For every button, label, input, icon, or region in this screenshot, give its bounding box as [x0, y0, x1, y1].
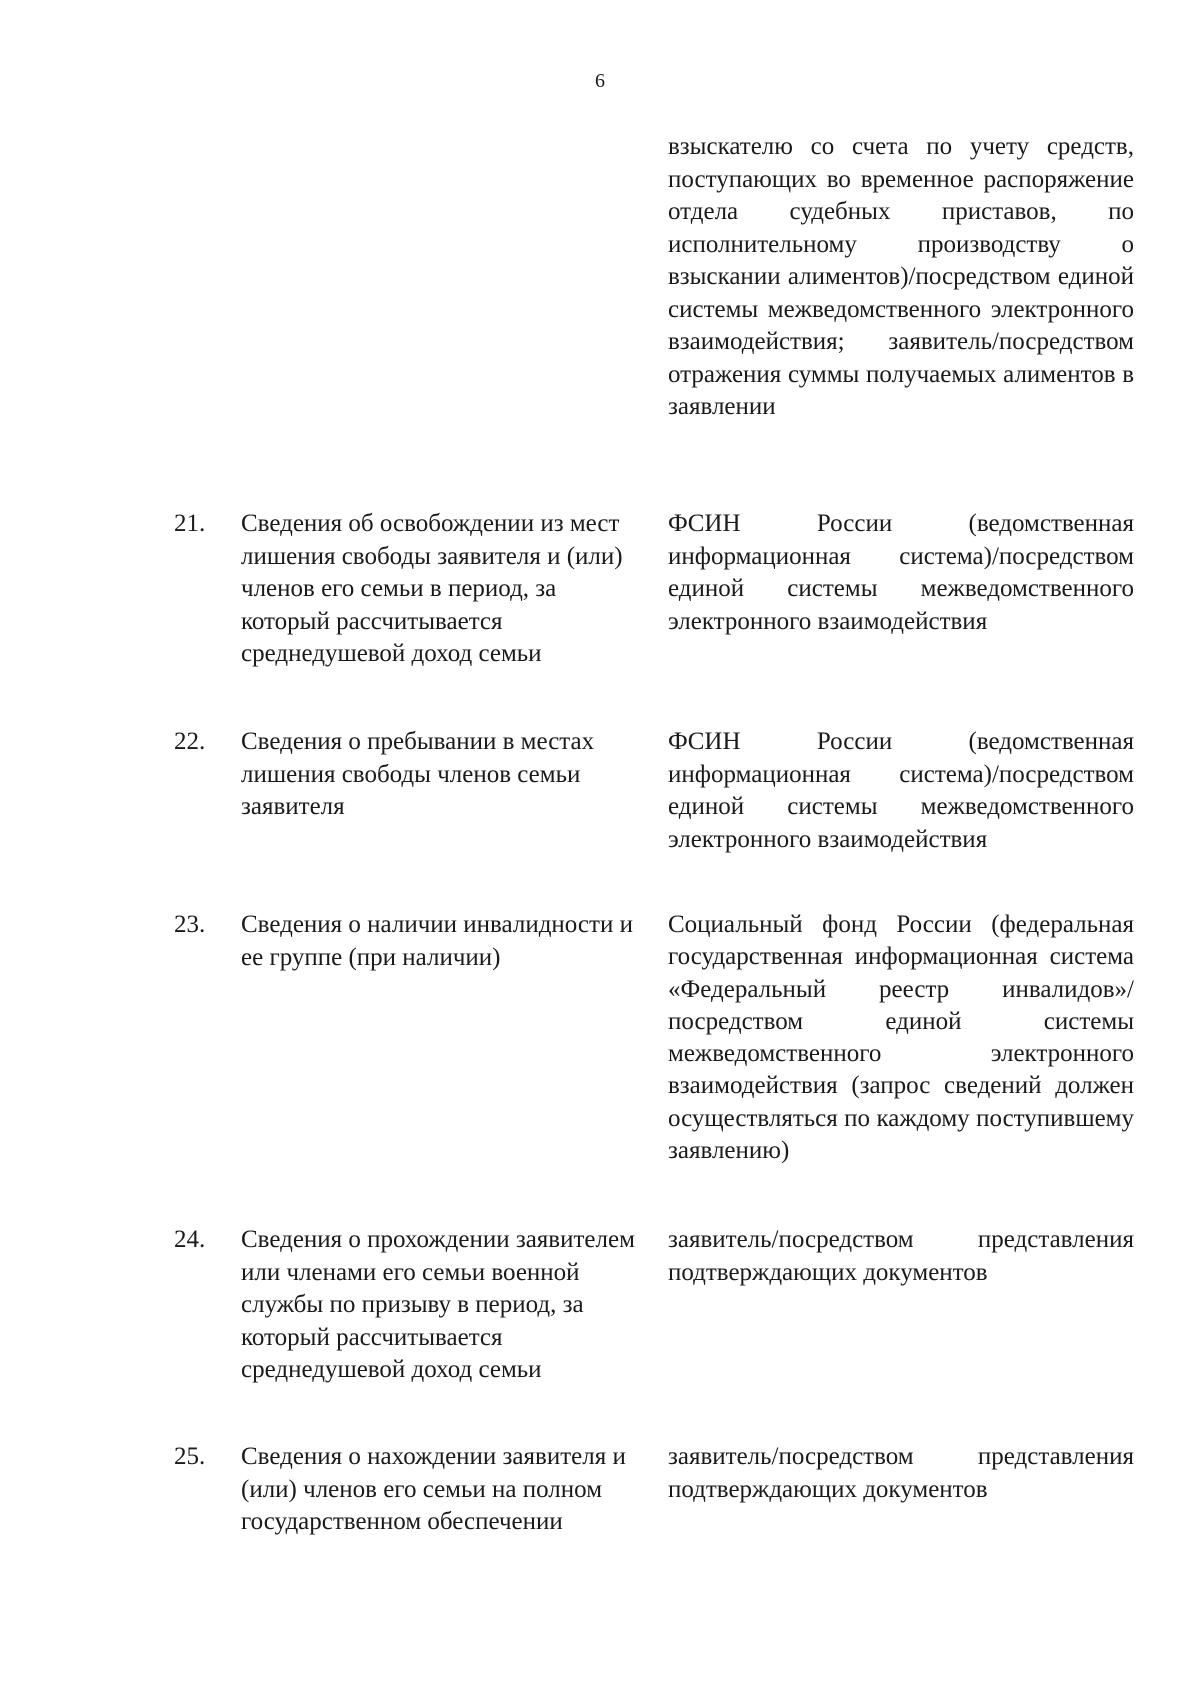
row-number: 21. [174, 510, 206, 537]
row-label: Сведения о прохождении заявителем или членами его семьи военной службы по призыву в период, за который рассчитывается среднедушевой доход семьи [241, 1226, 635, 1383]
row-source: заявитель/посредством представления подтверждающих документов [668, 1226, 1134, 1286]
row-source: ФСИН России (ведомственная информационная система)/посредством единой системы межведомственного электронного взаимодействия [668, 728, 1134, 853]
row-source: ФСИН России (ведомственная информационная система)/посредством единой системы межведомственного электронного взаимодействия [668, 510, 1134, 635]
row-number: 23. [174, 911, 206, 938]
row-label: Сведения об освобождении из мест лишения свободы заявителя и (или) членов его семьи в период, за который рассчитывается среднедушевой доход семьи [241, 510, 623, 667]
row-label: Сведения о нахождении заявителя и (или) членов его семьи на полном государственном обеспечении [241, 1443, 626, 1535]
continued-source-text: взыскателю со счета по учету средств, поступающих во временное распоряжение отдела судебных приставов, по исполнительному производству о взыскании алиментов)/посредством единой системы межведомственного электронного взаимодействия; заявитель/посредством отражения суммы получаемых алиментов в заявлении [668, 133, 1134, 420]
row-number: 22. [174, 728, 206, 755]
row-label: Сведения о наличии инвалидности и ее группе (при наличии) [241, 911, 633, 971]
row-number: 24. [174, 1226, 206, 1253]
row-source: заявитель/посредством представления подтверждающих документов [668, 1443, 1134, 1503]
page-number: 6 [595, 70, 605, 92]
row-label: Сведения о пребывании в местах лишения свободы членов семьи заявителя [241, 728, 595, 820]
row-number: 25. [174, 1443, 206, 1470]
row-source: Социальный фонд России (федеральная государственная информационная система «Федеральный реестр инвалидов»/посредством единой системы межведомственного электронного взаимодействия (запрос сведений должен осуществляться по каждому поступившему заявлению) [668, 911, 1134, 1165]
